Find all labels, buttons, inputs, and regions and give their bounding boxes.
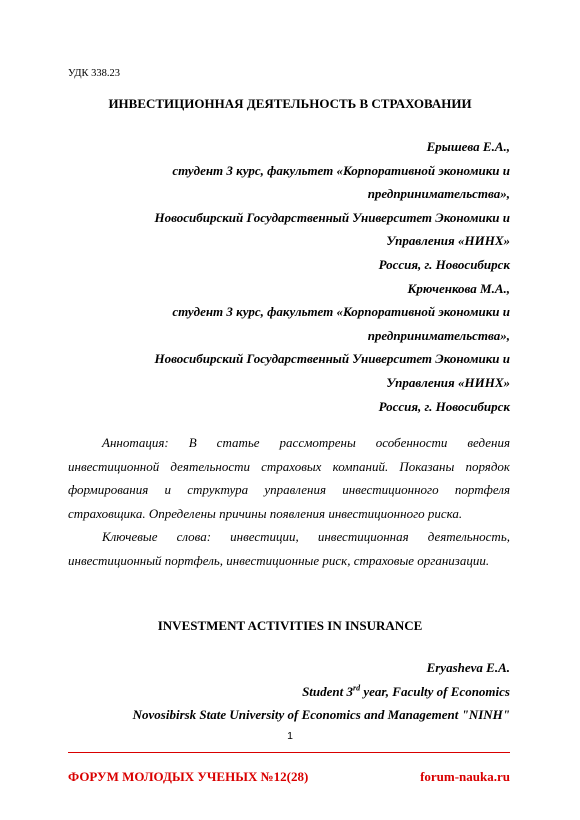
author-line: Крюченкова М.А.,	[407, 280, 510, 296]
authors-block-english	[50, 656, 510, 727]
author-line: Россия, г. Новосибирск	[378, 256, 510, 272]
title-russian: ИНВЕСТИЦИОННАЯ ДЕЯТЕЛЬНОСТЬ В СТРАХОВАНИИ	[108, 96, 472, 111]
author-line: Россия, г. Новосибирск	[378, 398, 510, 414]
footer-website-link[interactable]: forum-nauka.ru	[420, 769, 510, 784]
page-number: 1	[287, 730, 293, 742]
author-line: Новосибирский Государственный Университет Экономики и	[154, 351, 510, 367]
position-suffix: year, Faculty of Economics	[360, 683, 510, 699]
author-line: Ерышева Е.А.,	[426, 139, 510, 154]
abstract-section	[68, 431, 510, 573]
footer-divider	[68, 752, 510, 753]
author-name-english: Eryasheva E.A.	[426, 660, 510, 675]
authors-block-russian	[50, 135, 510, 418]
author-line: предпринимательства»,	[367, 186, 510, 202]
position-prefix: Student 3	[302, 683, 354, 699]
abstract-paragraph: Аннотация: В статье рассмотрены особенности ведения инвестиционной деятельности страховых компаний. Показаны порядок формирования и структура управления инвестиционного портфеля страховщика. Определены причины появления инвестиционного риска.	[68, 435, 510, 521]
author-line: Управления «НИНХ»	[386, 374, 510, 390]
author-line: Управления «НИНХ»	[386, 233, 510, 249]
footer-journal-name: ФОРУМ МОЛОДЫХ УЧЕНЫХ №12(28)	[68, 769, 309, 784]
keywords-paragraph: Ключевые слова: инвестиции, инвестиционная деятельность, инвестиционный портфель, инвестиционные риск, страховые организации.	[68, 529, 510, 568]
position-superscript: rd	[353, 683, 361, 693]
title-english: INVESTMENT ACTIVITIES IN INSURANCE	[157, 618, 423, 633]
udk-code: УДК 338.23	[68, 68, 121, 79]
author-line: студент 3 курс, факультет «Корпоративной экономики и	[172, 162, 510, 178]
author-line: Новосибирский Государственный Университет Экономики и	[154, 209, 510, 225]
author-position-english	[50, 680, 510, 704]
author-line: студент 3 курс, факультет «Корпоративной экономики и	[172, 304, 510, 320]
author-line: предпринимательства»,	[367, 327, 510, 343]
author-university-english: Novosibirsk State University of Economics and Management "NINH"	[132, 707, 510, 723]
